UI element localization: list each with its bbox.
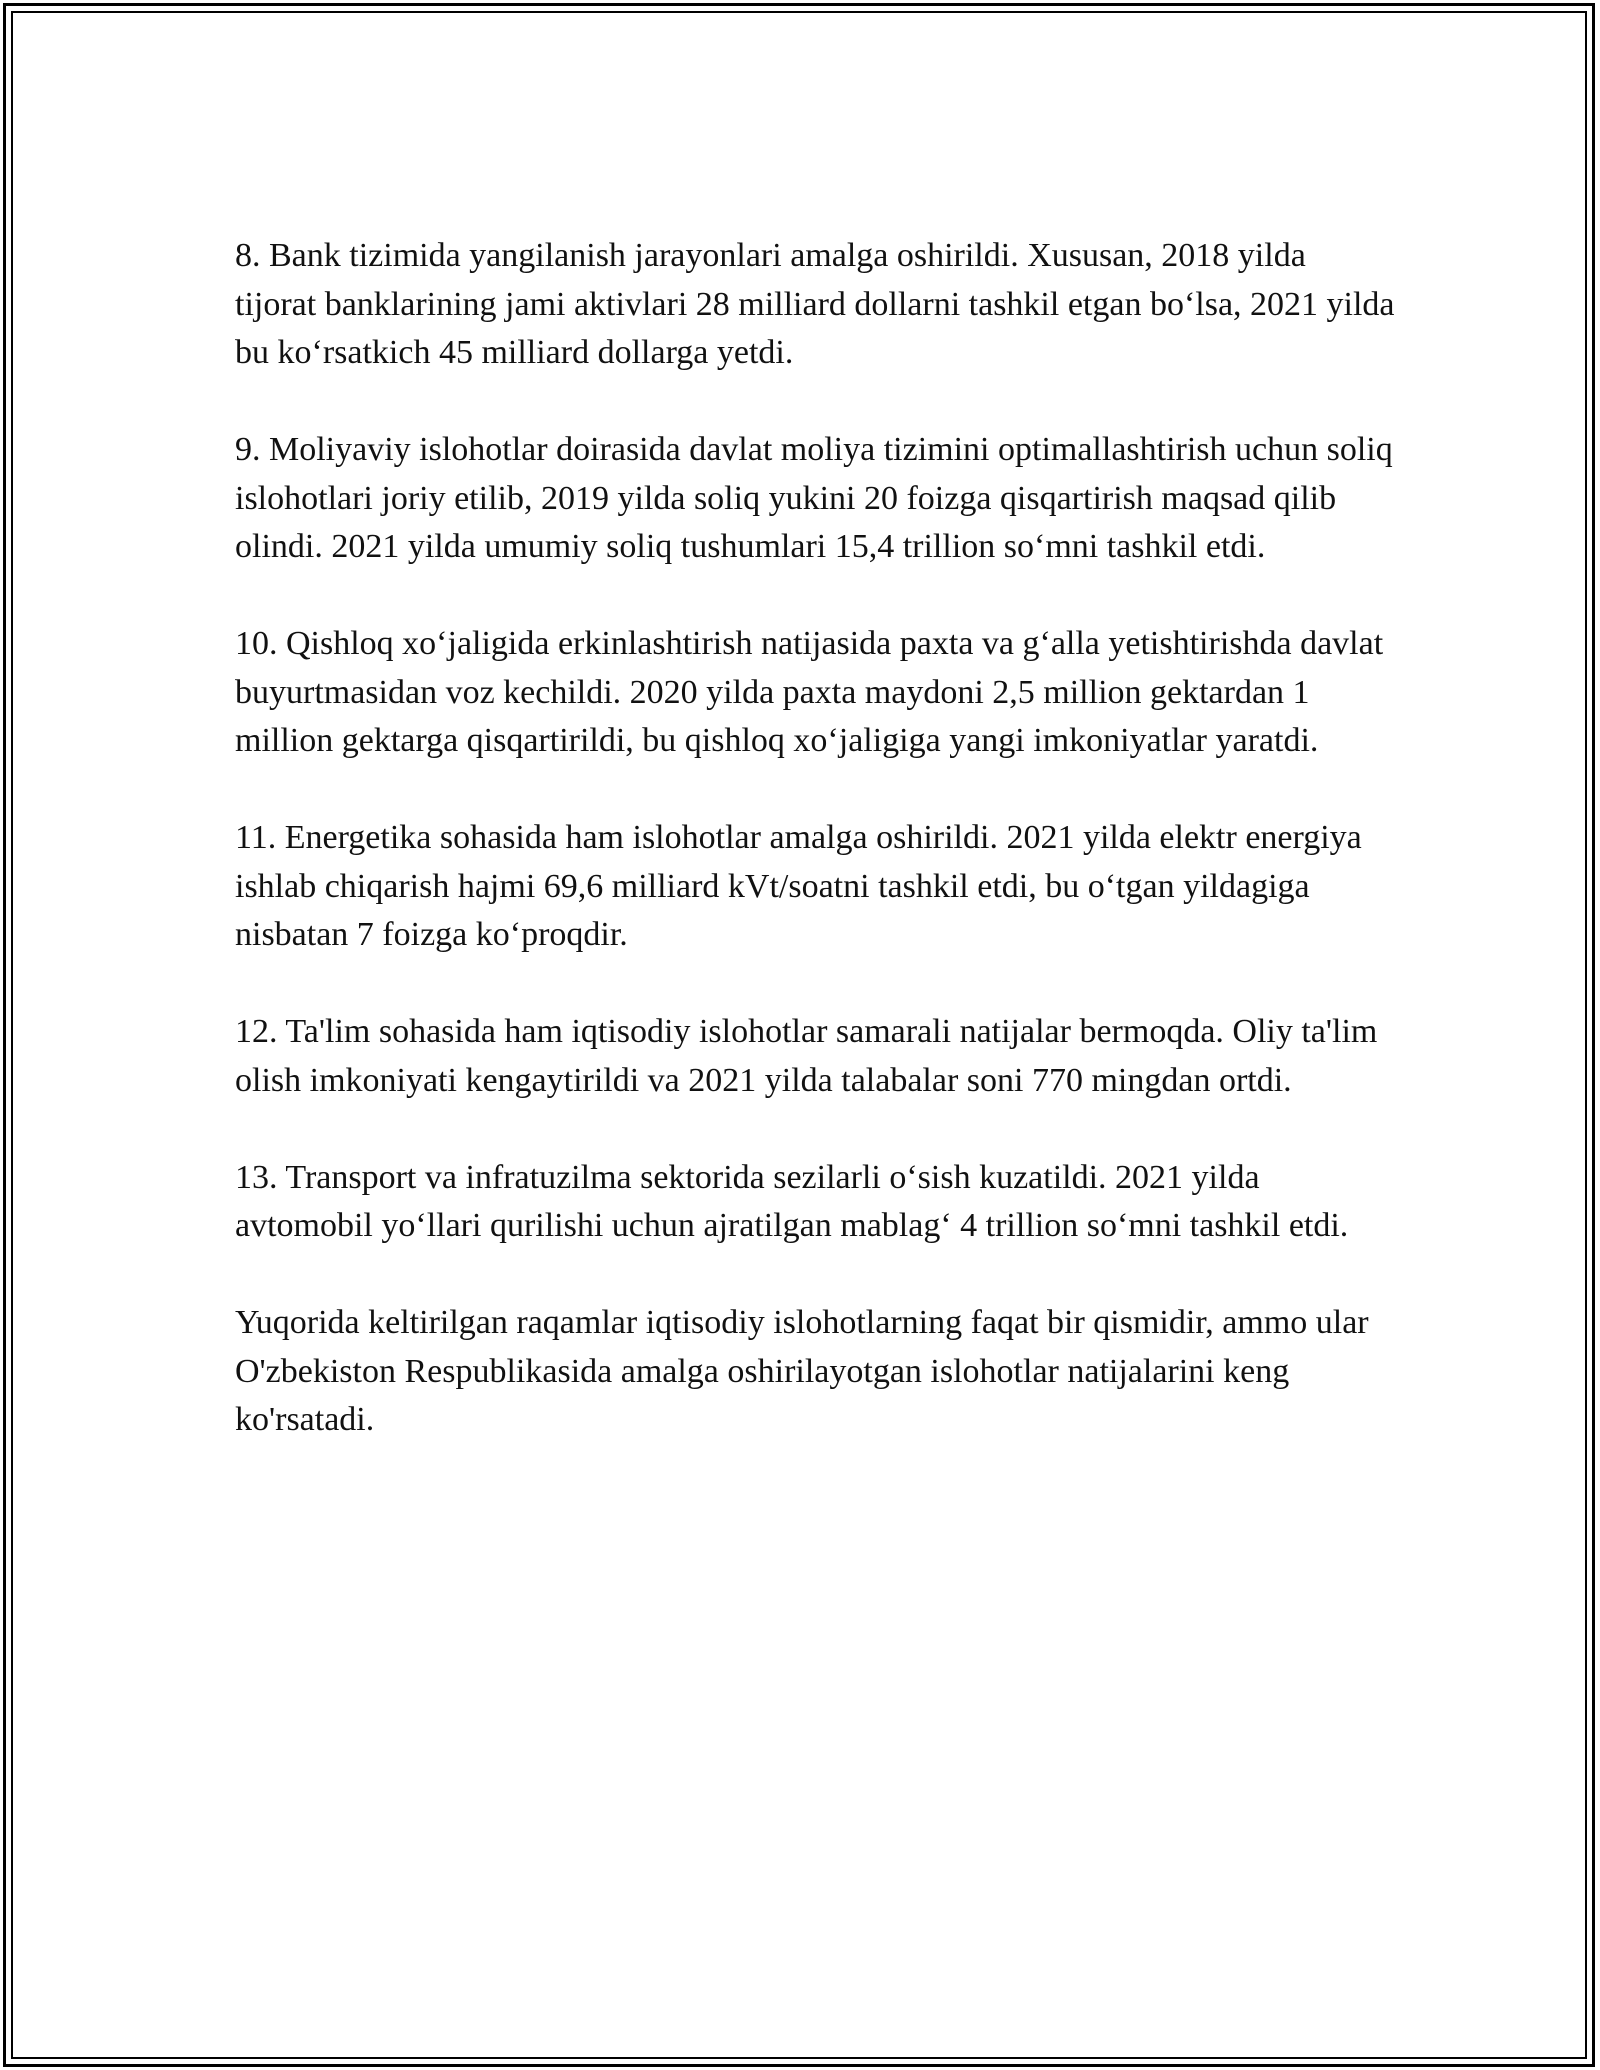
paragraph-12-education: 12. Ta'lim sohasida ham iqtisodiy islohotlar samarali natijalar bermoqda. Oliy ta'lim olish imkoniyati kengaytirildi va 2021 yilda talabalar soni 770 mingdan ortdi. — [235, 1013, 1378, 1099]
paragraph-10-agriculture: 10. Qishloq xo‘jaligida erkinlashtirish natijasida paxta va g‘alla yetishtirishda davlat buyurtmasidan voz kechildi. 2020 yilda paxta maydoni 2,5 million gektardan 1 million gektarga qisqartirildi, bu qishloq xo‘jaligiga yangi imkoniyatlar yaratdi. — [235, 625, 1384, 759]
paragraph-8-banking: 8. Bank tizimida yangilanish jarayonlari amalga oshirildi. Xususan, 2018 yilda tijorat banklarining jami aktivlari 28 milliard dollarni tashkil etgan bo‘lsa, 2021 yilda bu ko‘rsatkich 45 milliard dollarga yetdi. — [235, 237, 1395, 371]
paragraph-13-transport: 13. Transport va infratuzilma sektorida sezilarli o‘sish kuzatildi. 2021 yilda avtomobil yo‘llari qurilishi uchun ajratilgan mablag‘ 4 trillion so‘mni tashkil etdi. — [235, 1158, 1349, 1244]
paragraph-11-energy: 11. Energetika sohasida ham islohotlar amalga oshirildi. 2021 yilda elektr energiya ishlab chiqarish hajmi 69,6 milliard kVt/soatni tashkil etdi, bu o‘tgan yildagiga nisbatan 7 foizga ko‘proqdir. — [235, 819, 1362, 953]
paragraph-conclusion: Yuqorida keltirilgan raqamlar iqtisodiy islohotlarning faqat bir qismidir, ammo ular O'zbekiston Respublikasida amalga oshirilayotgan islohotlar natijalarini keng ko'rsatadi. — [235, 1304, 1369, 1438]
paragraph-9-finance: 9. Moliyaviy islohotlar doirasida davlat moliya tizimini optimallashtirish uchun soliq islohotlari joriy etilib, 2019 yilda soliq yukini 20 foizga qisqartirish maqsad qilib olindi. 2021 yilda umumiy soliq tushumlari 15,4 trillion so‘mni tashkil etdi. — [235, 431, 1393, 565]
document-body — [235, 232, 1395, 1445]
